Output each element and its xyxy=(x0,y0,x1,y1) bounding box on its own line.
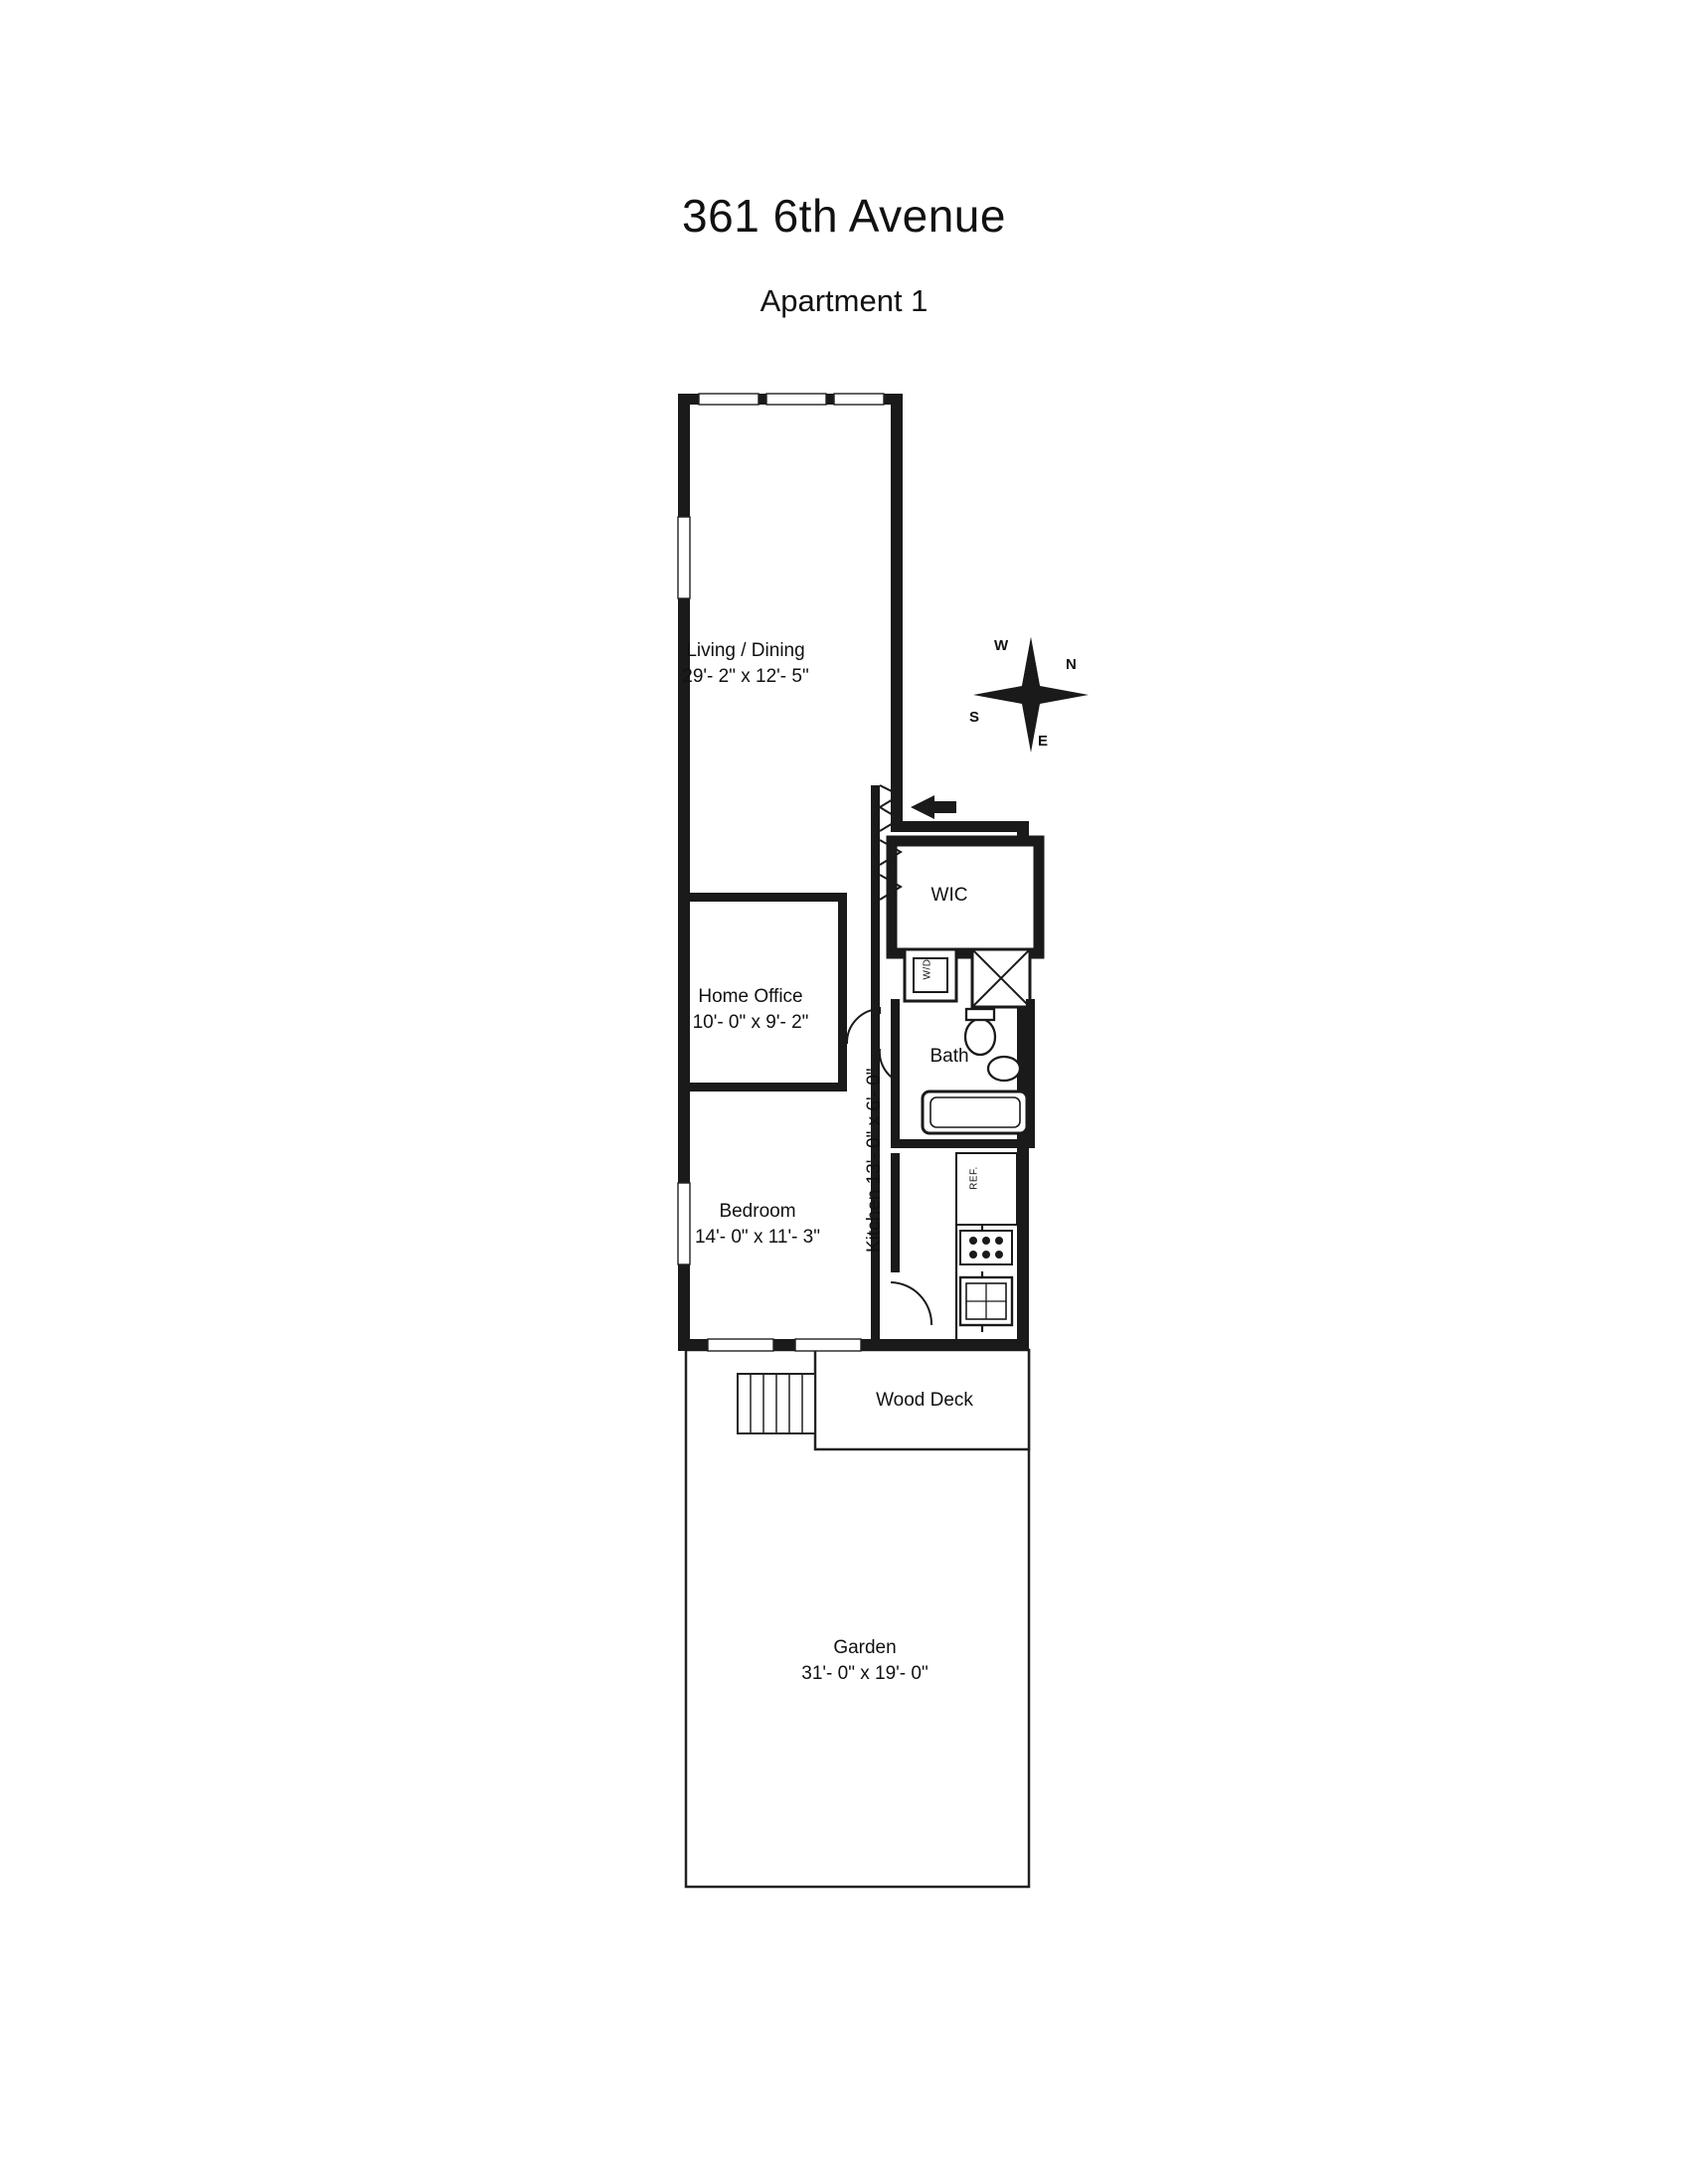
room-label-home-office xyxy=(636,984,865,1035)
room-label-kitchen xyxy=(862,1068,888,1253)
room-dimensions: 10'- 0" x 9'- 2" xyxy=(692,1011,809,1033)
room-label-living-dining xyxy=(616,638,875,689)
room-name: Living / Dining xyxy=(686,640,805,661)
room-name: Wood Deck xyxy=(876,1390,973,1411)
page-title: 361 6th Avenue xyxy=(682,190,1006,242)
washer-dryer-label: W/D xyxy=(922,958,933,980)
refrigerator-label: REF. xyxy=(968,1166,980,1190)
room-name: Kitchen xyxy=(864,1189,886,1253)
room-name: Bedroom xyxy=(719,1201,796,1222)
room-label-wic xyxy=(895,883,1004,909)
room-name: WIC xyxy=(930,885,968,906)
room-label-bath xyxy=(895,1044,1004,1070)
room-name: Garden xyxy=(833,1637,897,1658)
room-label-wood-deck xyxy=(825,1388,1024,1414)
room-dimensions: 29'- 2" x 12'- 5" xyxy=(682,665,809,687)
compass-north-label: N xyxy=(1066,656,1077,673)
room-name: Bath xyxy=(929,1046,969,1067)
room-label-bedroom xyxy=(648,1199,867,1250)
room-dimensions: 31'- 0" x 19'- 0" xyxy=(801,1662,928,1684)
compass-east-label: E xyxy=(1038,733,1049,750)
page-subtitle: Apartment 1 xyxy=(760,283,928,318)
compass-west-label: W xyxy=(994,637,1009,654)
room-name: Home Office xyxy=(698,986,803,1007)
room-label-garden xyxy=(736,1635,994,1686)
room-dimensions: 14'- 0" x 11'- 3" xyxy=(694,1226,820,1248)
room-dimensions: 13'- 0" x 6'- 0" xyxy=(864,1068,886,1185)
compass-south-label: S xyxy=(969,709,980,726)
